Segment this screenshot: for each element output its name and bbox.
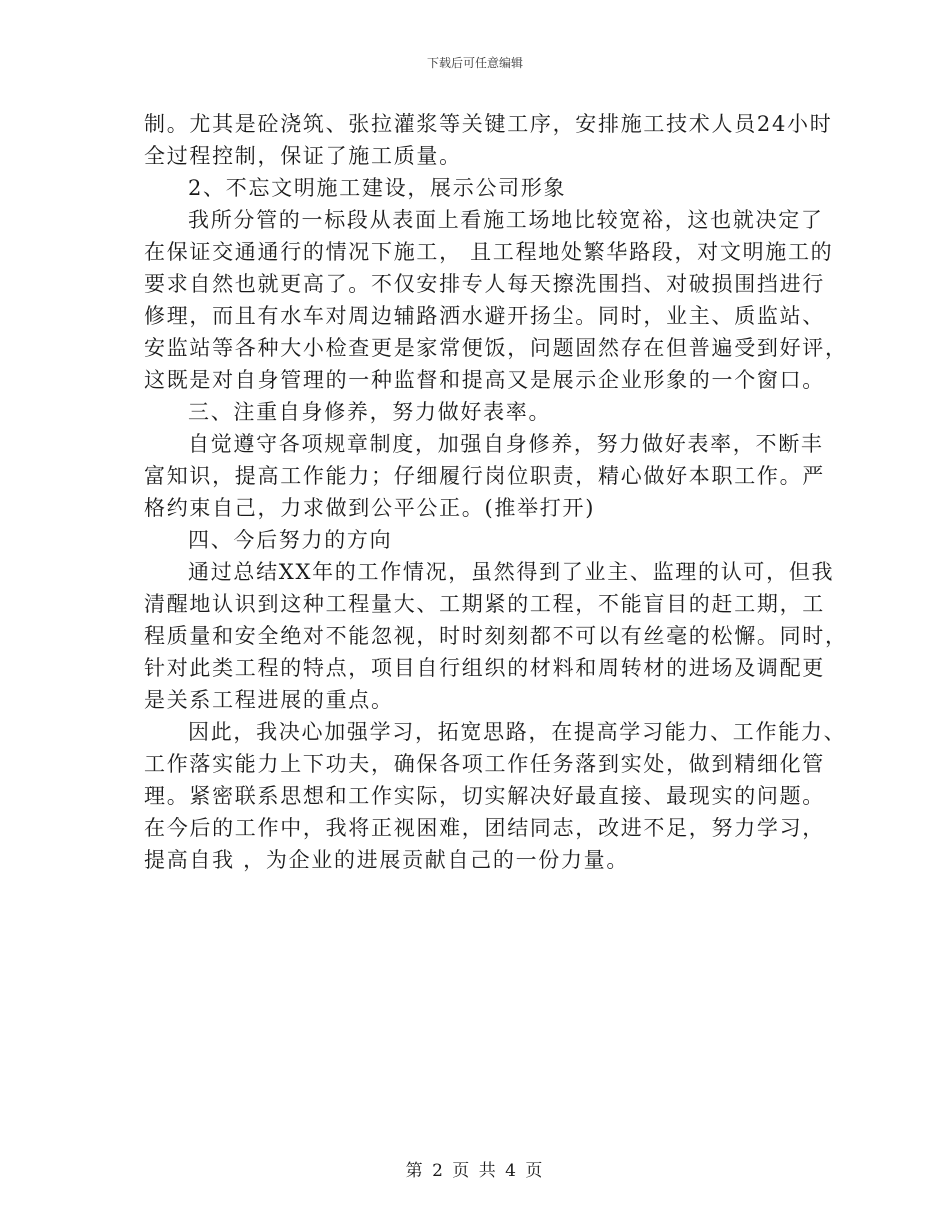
body-line: 理。紧密联系思想和工作实际，切实解决好最直接、最现实的问题。 xyxy=(144,784,825,808)
section-heading: 2、不忘文明施工建设，展示公司形象 xyxy=(188,176,567,200)
document-body xyxy=(144,108,848,876)
section-heading: 四、今后努力的方向 xyxy=(188,528,393,552)
body-line: 是关系工程进展的重点。 xyxy=(144,688,394,712)
body-line: 这既是对自身管理的一种监督和提高又是展示企业形象的一个窗口。 xyxy=(144,368,825,392)
page-header: 下载后可任意编辑 xyxy=(426,56,523,70)
body-line: 自觉遵守各项规章制度，加强自身修养，努力做好表率，不断丰 xyxy=(188,432,824,456)
body-line: 安监站等各种大小检查更是家常便饭，问题固然存在但普遍受到好评， xyxy=(144,336,848,360)
body-line: 格约束自己，力求做到公平公正。(推举打开) xyxy=(144,496,596,520)
body-line: 程质量和安全绝对不能忽视，时时刻刻都不可以有丝毫的松懈。同时， xyxy=(144,624,848,648)
body-line: 清醒地认识到这种工程量大、工期紧的工程，不能盲目的赶工期，工 xyxy=(144,592,825,616)
body-line: 在保证交通通行的情况下施工， 且工程地处繁华路段，对文明施工的 xyxy=(144,240,834,264)
body-line: 修理，而且有水车对周边辅路洒水避开扬尘。同时，业主、质监站、 xyxy=(144,304,825,328)
body-line: 提高自我 ，为企业的进展贡献自己的一份力量。 xyxy=(144,848,630,872)
page-number-footer: 第 2 页 共 4 页 xyxy=(405,1161,545,1181)
body-line: 针对此类工程的特点，项目自行组织的材料和周转材的进场及调配更 xyxy=(144,656,825,680)
body-line: 因此，我决心加强学习，拓宽思路，在提高学习能力、工作能力、 xyxy=(188,720,847,744)
body-line: 要求自然也就更高了。不仅安排专人每天擦洗围挡、对破损围挡进行 xyxy=(144,272,825,296)
body-line: 我所分管的一标段从表面上看施工场地比较宽裕，这也就决定了 xyxy=(188,208,824,232)
body-line: 制。尤其是砼浇筑、张拉灌浆等关键工序，安排施工技术人员24小时 xyxy=(144,112,833,136)
body-line: 全过程控制，保证了施工质量。 xyxy=(144,144,462,168)
body-line: 富知识，提高工作能力；仔细履行岗位职责，精心做好本职工作。严 xyxy=(144,464,825,488)
section-heading: 三、注重自身修养，努力做好表率。 xyxy=(188,400,552,424)
body-line: 工作落实能力上下功夫，确保各项工作任务落到实处，做到精细化管 xyxy=(144,752,825,776)
body-line: 在今后的工作中，我将正视困难，团结同志，改进不足，努力学习， xyxy=(144,816,825,840)
body-line: 通过总结XX年的工作情况，虽然得到了业主、监理的认可，但我 xyxy=(188,560,835,584)
